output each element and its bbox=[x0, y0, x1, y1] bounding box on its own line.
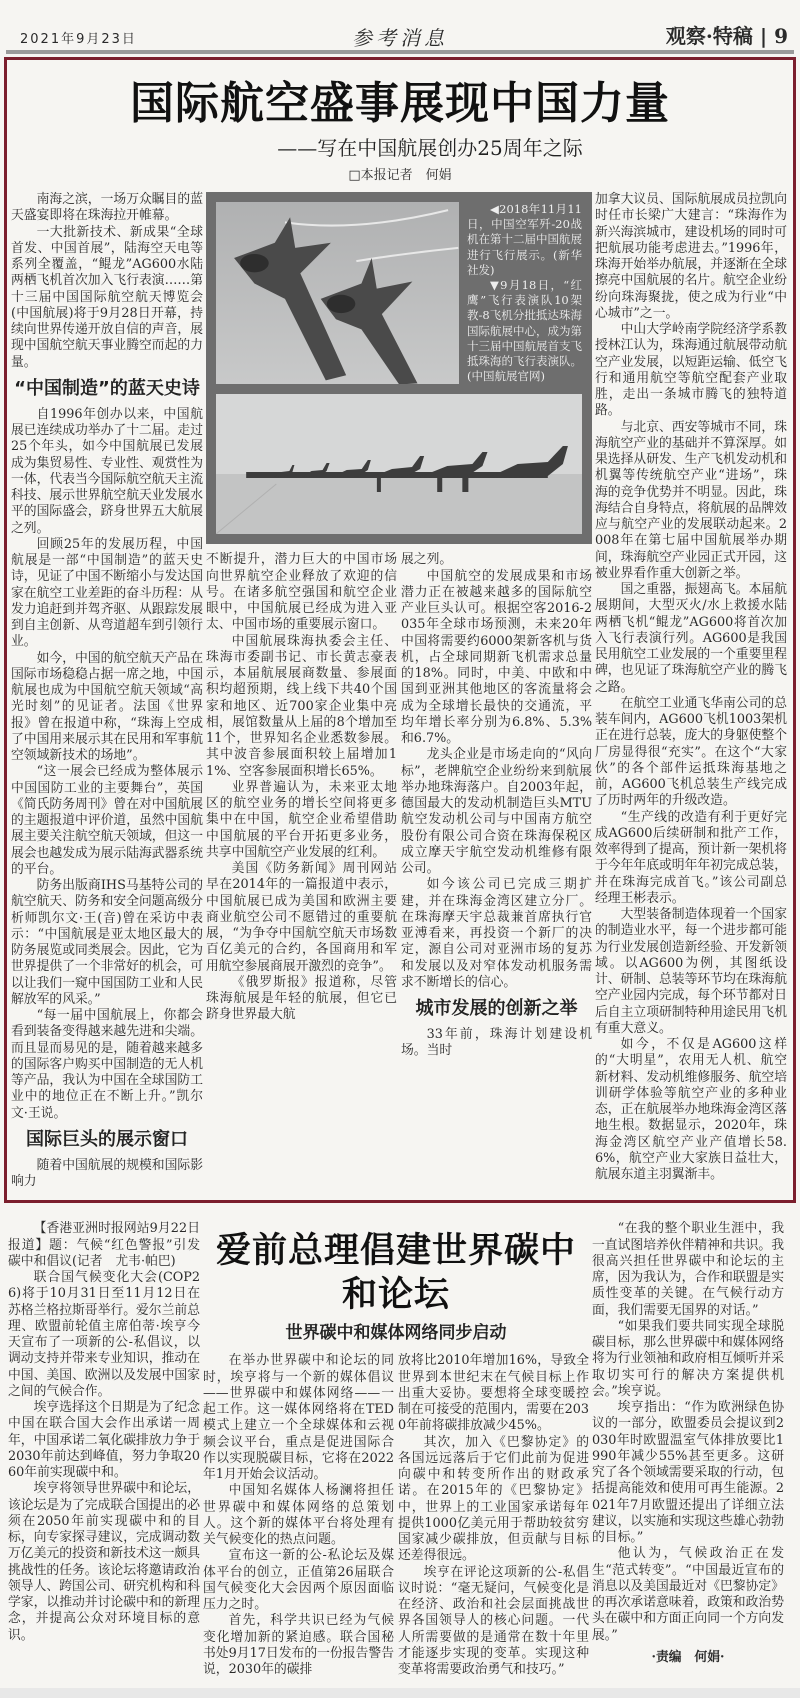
paragraph: 中山大学岭南学院经济学系教授林江认为，珠海通过航展带动航空产业发展，以短距运输、低空飞行和通用航空等航空配套产业取胜，走出一条城市腾飞的独特道路。 bbox=[595, 322, 787, 419]
paragraph: “生产线的改造有利于更好完成AG600后续研制和批产工作，效率得到了提高，预计新一架机将于今年年底或明年年初完成总装，并在珠海完成首飞。”该公司副总经理王彬表示。 bbox=[595, 809, 787, 906]
paragraph: 中国知名媒体人杨澜将担任世界碳中和媒体网络的总策划人。这个新的媒体平台将处理有关气候变化的热点问题。 bbox=[203, 1483, 394, 1547]
photo-row bbox=[216, 202, 582, 384]
article2-column-2 bbox=[203, 1353, 394, 1678]
paragraph: 联合国气候变化大会(COP26)将于10月31日至11月12日在苏格兰格拉斯哥举行。爱尔兰前总理、欧盟前轮值主席伯蒂·埃亨今天宣布了一项新的公-私倡议，以调动支持并带来专业知识，推动在中国、美国、欧洲以及发展中国家之间的气候合作。 bbox=[8, 1270, 200, 1399]
paragraph: 如今该公司已完成三期扩建，并在珠海金湾区建立分厂。在珠海摩天宇总裁兼首席执行官亚溥看来，再投资一个新厂的决定，源自公司对亚洲市场的复苏和发展以及对窄体发动机服务需求不断增长的信心。 bbox=[401, 877, 592, 990]
article2-column-4 bbox=[592, 1221, 784, 1666]
paragraph: 《俄罗斯报》报道称，尽管珠海航展是年轻的航展，但它已跻身世界最大航 bbox=[206, 974, 397, 1023]
paragraph: 如今，不仅是AG600这样的“大明星”，农用无人机、航空新材料、发动机维修服务、航空培训研学体验等航空产业的多种业态，正在航展举办地珠海金湾区落地生根。数据显示，2020年，珠海金湾区航空产业产值增长58.6%，航空产业大家族日益壮大，航展东道主羽翼渐丰。 bbox=[595, 1037, 787, 1182]
article2-middle bbox=[203, 1221, 589, 1678]
paragraph: 中国航空的发展成果和市场潜力正在被越来越多的国际航空产业巨头认可。根据空客2016-2035年全球市场预测，未来20年中国将需要约6000架新客机与货机，占全球同期新飞机需求总量的18%。同时，中美、中欧和中国到亚洲其他地区的客流量将会成为全球增长最快的交通流，平均年增长率分别为6.8%、5.3%和6.7%。 bbox=[401, 568, 592, 747]
photo-captions bbox=[467, 202, 582, 384]
paragraph: 他认为，气候政治正在发生“范式转变”。“中国最近宣布的消息以及美国最近对《巴黎协定》的再次承诺意味着，政策和政治势头在碳中和方面正向同一个方向发展。” bbox=[592, 1546, 784, 1643]
paragraph: 展之列。 bbox=[401, 552, 453, 568]
article1-column-4 bbox=[595, 192, 787, 1183]
paragraph: 埃亨选择这个日期是为了纪念中国在联合国大会作出承诺一周年，中国承诺二氧化碳排放力争于2030年前达到峰值，努力争取2060年前实现碳中和。 bbox=[8, 1400, 200, 1480]
paragraph: “每一届中国航展上，你都会看到装备变得越来越先进和尖端。而且显而易见的是，随着越来越多的国际客户购买中国制造的无人机等产品，我认为中国在全球国防工业中的地位正在不断上升。”凯尔文·王说。 bbox=[11, 1008, 203, 1121]
paragraph: 33年前，珠海计划建设机场。当时 bbox=[401, 1027, 592, 1059]
paragraph: 南海之滨，一场万众瞩目的蓝天盛宴即将在珠海拉开帷幕。 bbox=[11, 192, 203, 224]
article2-column-1 bbox=[8, 1221, 200, 1644]
article2-middle-columns bbox=[203, 1353, 589, 1678]
paragraph: 宣布这一新的公-私论坛及媒体平台的创立，正值第26届联合国气候变化大会因两个原因面临压力之时。 bbox=[203, 1548, 394, 1612]
page-header bbox=[0, 0, 800, 56]
section-heading: “中国制造”的蓝天史诗 bbox=[14, 377, 200, 399]
article1-body bbox=[11, 192, 789, 1190]
paragraph: 如今，中国的航空航天产品在国际市场稳稳占据一席之地，中国航展也成为中国航空航天领域“高光时刻”的见证者。法国《世界报》曾在报道中称，“珠海上空成了中国用来展示其在民用和军事航空领域新技术的场地”。 bbox=[11, 650, 203, 763]
header-divider bbox=[6, 50, 794, 54]
paragraph: “在我的整个职业生涯中，我一直试图培养伙伴精神和共识。我很高兴担任世界碳中和论坛的主席，因为我认为，合作和联盟是实质性变革的关键。在气候行动方面，我们需要无国界的对话。” bbox=[592, 1221, 784, 1318]
paragraph: “这一展会已经成为整体展示中国国防工业的主要舞台”，英国《简氏防务周刊》曾在对中国航展的主题报道中评价道，虽然中国航展主要关注航空航天领域，但这一展会也越发成为展示陆海武器系统的平台。 bbox=[11, 764, 203, 877]
article1-column-1 bbox=[11, 192, 203, 1190]
article1-column-3 bbox=[401, 552, 592, 1059]
paragraph: 【香港亚洲时报网站9月22日报道】题：气候“红色警报”引发碳中和倡议(记者 尤韦·帕巴) bbox=[8, 1221, 200, 1269]
paragraph: 中国航展珠海执委会主任、珠海市委副书记、市长黄志豪表示，本届航展展商数量、参展面积均超预期，线上线下共40个国家和地区、近700家企业集中亮相，展馆数量从上届的8个增加至11个，世界知名企业悉数参展。其中波音参展面积较上届增加11%、空客参展面积增长65%。 bbox=[206, 633, 397, 779]
paragraph: 业界普遍认为，未来亚太地区的航空业务的增长空间将更多集中在中国，航空企业希望借助中国航展的平台开拓更多业务，共享中国航空产业发展的红利。 bbox=[206, 779, 397, 860]
paragraph: 不断提升，潜力巨大的中国市场向世界航空企业释放了欢迎的信号。在诸多航空强国和航空企业眼中，中国航展已经成为进入亚太、中国市场的重要展示窗口。 bbox=[206, 552, 397, 633]
paragraph: 加拿大议员、国际航展成员拉凯向时任市长梁广大建言：“珠海作为新兴海滨城市，建设机场的同时可把航展功能考虑进去。”1996年，珠海开始举办航展，并逐渐在全球擦亮中国航展的名片。航空企业纷纷向珠海聚拢，使之成为行业“中心城市”之一。 bbox=[595, 192, 787, 321]
paragraph: 埃亨在评论这项新的公-私倡议时说：“毫无疑问，气候变化是在经济、政治和社会层面挑战世界各国领导人的核心问题。一代人所需要做的是通常在数十年里才能逐步实现的变革。实现这种变革将需要政治勇气和技巧。” bbox=[398, 1564, 589, 1677]
page-bottom-strip bbox=[0, 1688, 800, 1698]
paragraph: “如果我们要共同实现全球脱碳目标，那么世界碳中和媒体网络将为行业领袖和政府相互倾听并采取切实可行的解决方案提供机会。”埃亨说。 bbox=[592, 1318, 784, 1399]
article1-lower-columns bbox=[206, 552, 592, 1059]
paragraph: 其次，加入《巴黎协定》的各国远远落后于它们此前为促进向碳中和转变所作出的财政承诺。在2015年的《巴黎协定》中，世界上的工业国家承诺每年提供1000亿美元用于帮助较贫穷国家减少碳排放，但贡献与目标还差得很远。 bbox=[398, 1434, 589, 1564]
article2-subheadline: 世界碳中和媒体网络同步启动 bbox=[285, 1323, 507, 1344]
paragraph: 美国《防务新闻》周刊网站早在2014年的一篇报道中表示，中国航展已成为美国和欧洲主要商业航空公司不愿错过的重要航展，“为争夺中国航空航天市场数百亿美元的合约，各国商用和军用航空参展商展开激烈的竞争”。 bbox=[206, 861, 397, 974]
paragraph: 在举办世界碳中和论坛的同时，埃亨将与一个新的媒体倡议——世界碳中和媒体网络——一起工作。这一媒体网络将在TED模式上建立一个全球媒体和云视频会议平台，重点是促进国际合作以实现脱碳目标，它将在2022年1月开始会议活动。 bbox=[203, 1353, 394, 1482]
paragraph: 首先，科学共识已经为气候变化增加新的紧迫感。联合国秘书处9月17日发布的一份报告警告说，2030年的碳排 bbox=[203, 1613, 394, 1677]
section-page-label: 观察·特稿 | 9 bbox=[665, 24, 788, 48]
paragraph: 放将比2010年增加16%，导致全世界到本世纪末在气候目标上作出重大妥协。要想将全球变暖控制在可接受的范围内，需要在2030年前将碳排放减少45%。 bbox=[398, 1353, 589, 1434]
paragraph: 一大批新技术、新成果“全球首发、中国首展”，陆海空天电等系列全覆盖，“鲲龙”AG600水陆两栖飞机首次加入飞行表演……第十三届中国国际航空航天博览会(中国航展)将于9月28日开幕，持续向世界传递开放自信的声音，展现中国航空航天事业腾空而起的力量。 bbox=[11, 224, 203, 370]
article2-column-3 bbox=[398, 1353, 589, 1678]
paragraph: 随着中国航展的规模和国际影响力 bbox=[11, 1157, 203, 1189]
feature-article-frame bbox=[4, 57, 796, 1203]
newspaper-logo: 参考消息 bbox=[352, 26, 448, 50]
paragraph: 在航空工业通飞华南公司的总装车间内，AG600飞机1003架机正在进行总装，庞大的身躯使整个厂房显得很“充实”。在这个“大家伙”的各个部件运抵珠海基地之前，AG600飞机总装生产线完成了历时两年的升级改造。 bbox=[595, 695, 787, 809]
photo-panel bbox=[206, 192, 592, 544]
article-byline: □本报记者 何娟 bbox=[348, 168, 452, 183]
section-heading: 国际巨头的展示窗口 bbox=[26, 1128, 188, 1150]
caption-j20: ◀2018年11月11日，中国空军歼-20战机在第十二届中国航展进行飞行展示。(新华社发) bbox=[467, 202, 582, 277]
paragraph: 国之重器，振翅高飞。本届航展期间，大型灭火/水上救援水陆两栖飞机“鲲龙”AG600将首次加入飞行表演行列。AG600是我国民用航空工业发展的一个重要里程碑，也见证了珠海航空产业的腾飞之路。 bbox=[595, 582, 787, 695]
photo-aerobatic-team-apron bbox=[216, 394, 582, 534]
section-heading: 城市发展的创新之举 bbox=[415, 998, 578, 1020]
paragraph: 与北京、西安等城市不同，珠海航空产业的基础并不算深厚。如果选择从研发、生产飞机发动机和机翼等传统航空产业“进场”，珠海的竞争优势并不明显。因此，珠海结合自身特点，将航展的品牌效应与航空产业的发展联动起来。2008年在第七届中国航展举办期间，珠海航空产业园正式开园，这被业界看作重大创新之举。 bbox=[595, 419, 787, 581]
paragraph: 埃亨将领导世界碳中和论坛，该论坛是为了完成联合国提出的必须在2050年前实现碳中和的目标，向专家探寻建议，完成调动数万亿美元的投资和新技术这一颇具挑战性的任务。该论坛将邀请政治领导人、跨国公司、研究机构和科学家，以推动并讨论碳中和的新理念，并提高公众对环境目标的意识。 bbox=[8, 1481, 200, 1643]
paragraph: 自1996年创办以来，中国航展已连续成功举办了十二届。走过25个年头，如今中国航展已发展成为集贸易性、专业性、观赏性为一体，代表当今国际航空航天主流科技、展示世界航空航天业发展水平的国际盛会，跻身世界五大航展之列。 bbox=[11, 406, 203, 536]
article2-headline: 爱前总理倡建世界碳中和论坛 bbox=[215, 1230, 576, 1316]
photo-j20-fighters bbox=[216, 202, 459, 384]
article2 bbox=[0, 1203, 800, 1688]
paragraph: 大型装备制造体现着一个国家的制造业水平，每一个进步都可能为行业发展创造新经验、开发新领域。以AG600为例，其图纸设计、研制、总装等环节均在珠海航空产业园内完成，每个环节都对日后自主立项研制特种用途民用飞机有重大意义。 bbox=[595, 907, 787, 1036]
paragraph: 埃亨指出：“作为欧洲绿色协议的一部分，欧盟委员会提议到2030年时欧盟温室气体排放要比1990年减少55%甚至更多。这研究了各个领域需要采取的行动，包括提高能效和使用可再生能源。2021年7月欧盟还提出了详细立法建议，以实施和实现这些雄心勃勃的目标。” bbox=[592, 1400, 784, 1545]
article1-column-2 bbox=[206, 552, 397, 1023]
caption-red-eagle: ▼9月18日，“红鹰”飞行表演队10架教-8飞机分批抵达珠海国际航展中心，成为第十三届中国航展首支飞抵珠海的飞行表演队。(中国航展官网) bbox=[467, 278, 582, 384]
article1-middle bbox=[206, 192, 592, 1060]
article-subheadline: ——写在中国航展创办25周年之际 bbox=[277, 136, 583, 160]
paragraph: 防务出版商IHS马基特公司的航空航天、防务和安全问题高级分析师凯尔文·王(音)曾在采访中表示：“中国航展是亚太地区最大的防务展览或同类展会。因此，它为世界提供了一个非常好的机会，可以让我们一窥中国国防工业和人民解放军的风采。” bbox=[11, 878, 203, 1007]
editor-credit: ·责编 何娟· bbox=[651, 1649, 725, 1665]
article-headline: 国际航空盛事展现中国力量 bbox=[130, 78, 670, 129]
paragraph: 回顾25年的发展历程，中国航展是一部“中国制造”的蓝天史诗，见证了中国不断缩小与发达国家在航空工业差距的奋斗历程：从发力追赶到并驾齐驱、从跟踪发展到自主创新、从弯道超车到引领行业。 bbox=[11, 536, 203, 650]
paragraph: 龙头企业是市场走向的“风向标”，老牌航空企业纷纷来到航展举办地珠海落户。自2003年起，德国最大的发动机制造巨头MTU航空发动机公司与中国南方航空股份有限公司合资在珠海保税区成立摩天宇航空发动机维修有限公司。 bbox=[401, 747, 592, 877]
issue-date: 2021年9月23日 bbox=[20, 32, 137, 47]
article2-body bbox=[8, 1221, 792, 1678]
